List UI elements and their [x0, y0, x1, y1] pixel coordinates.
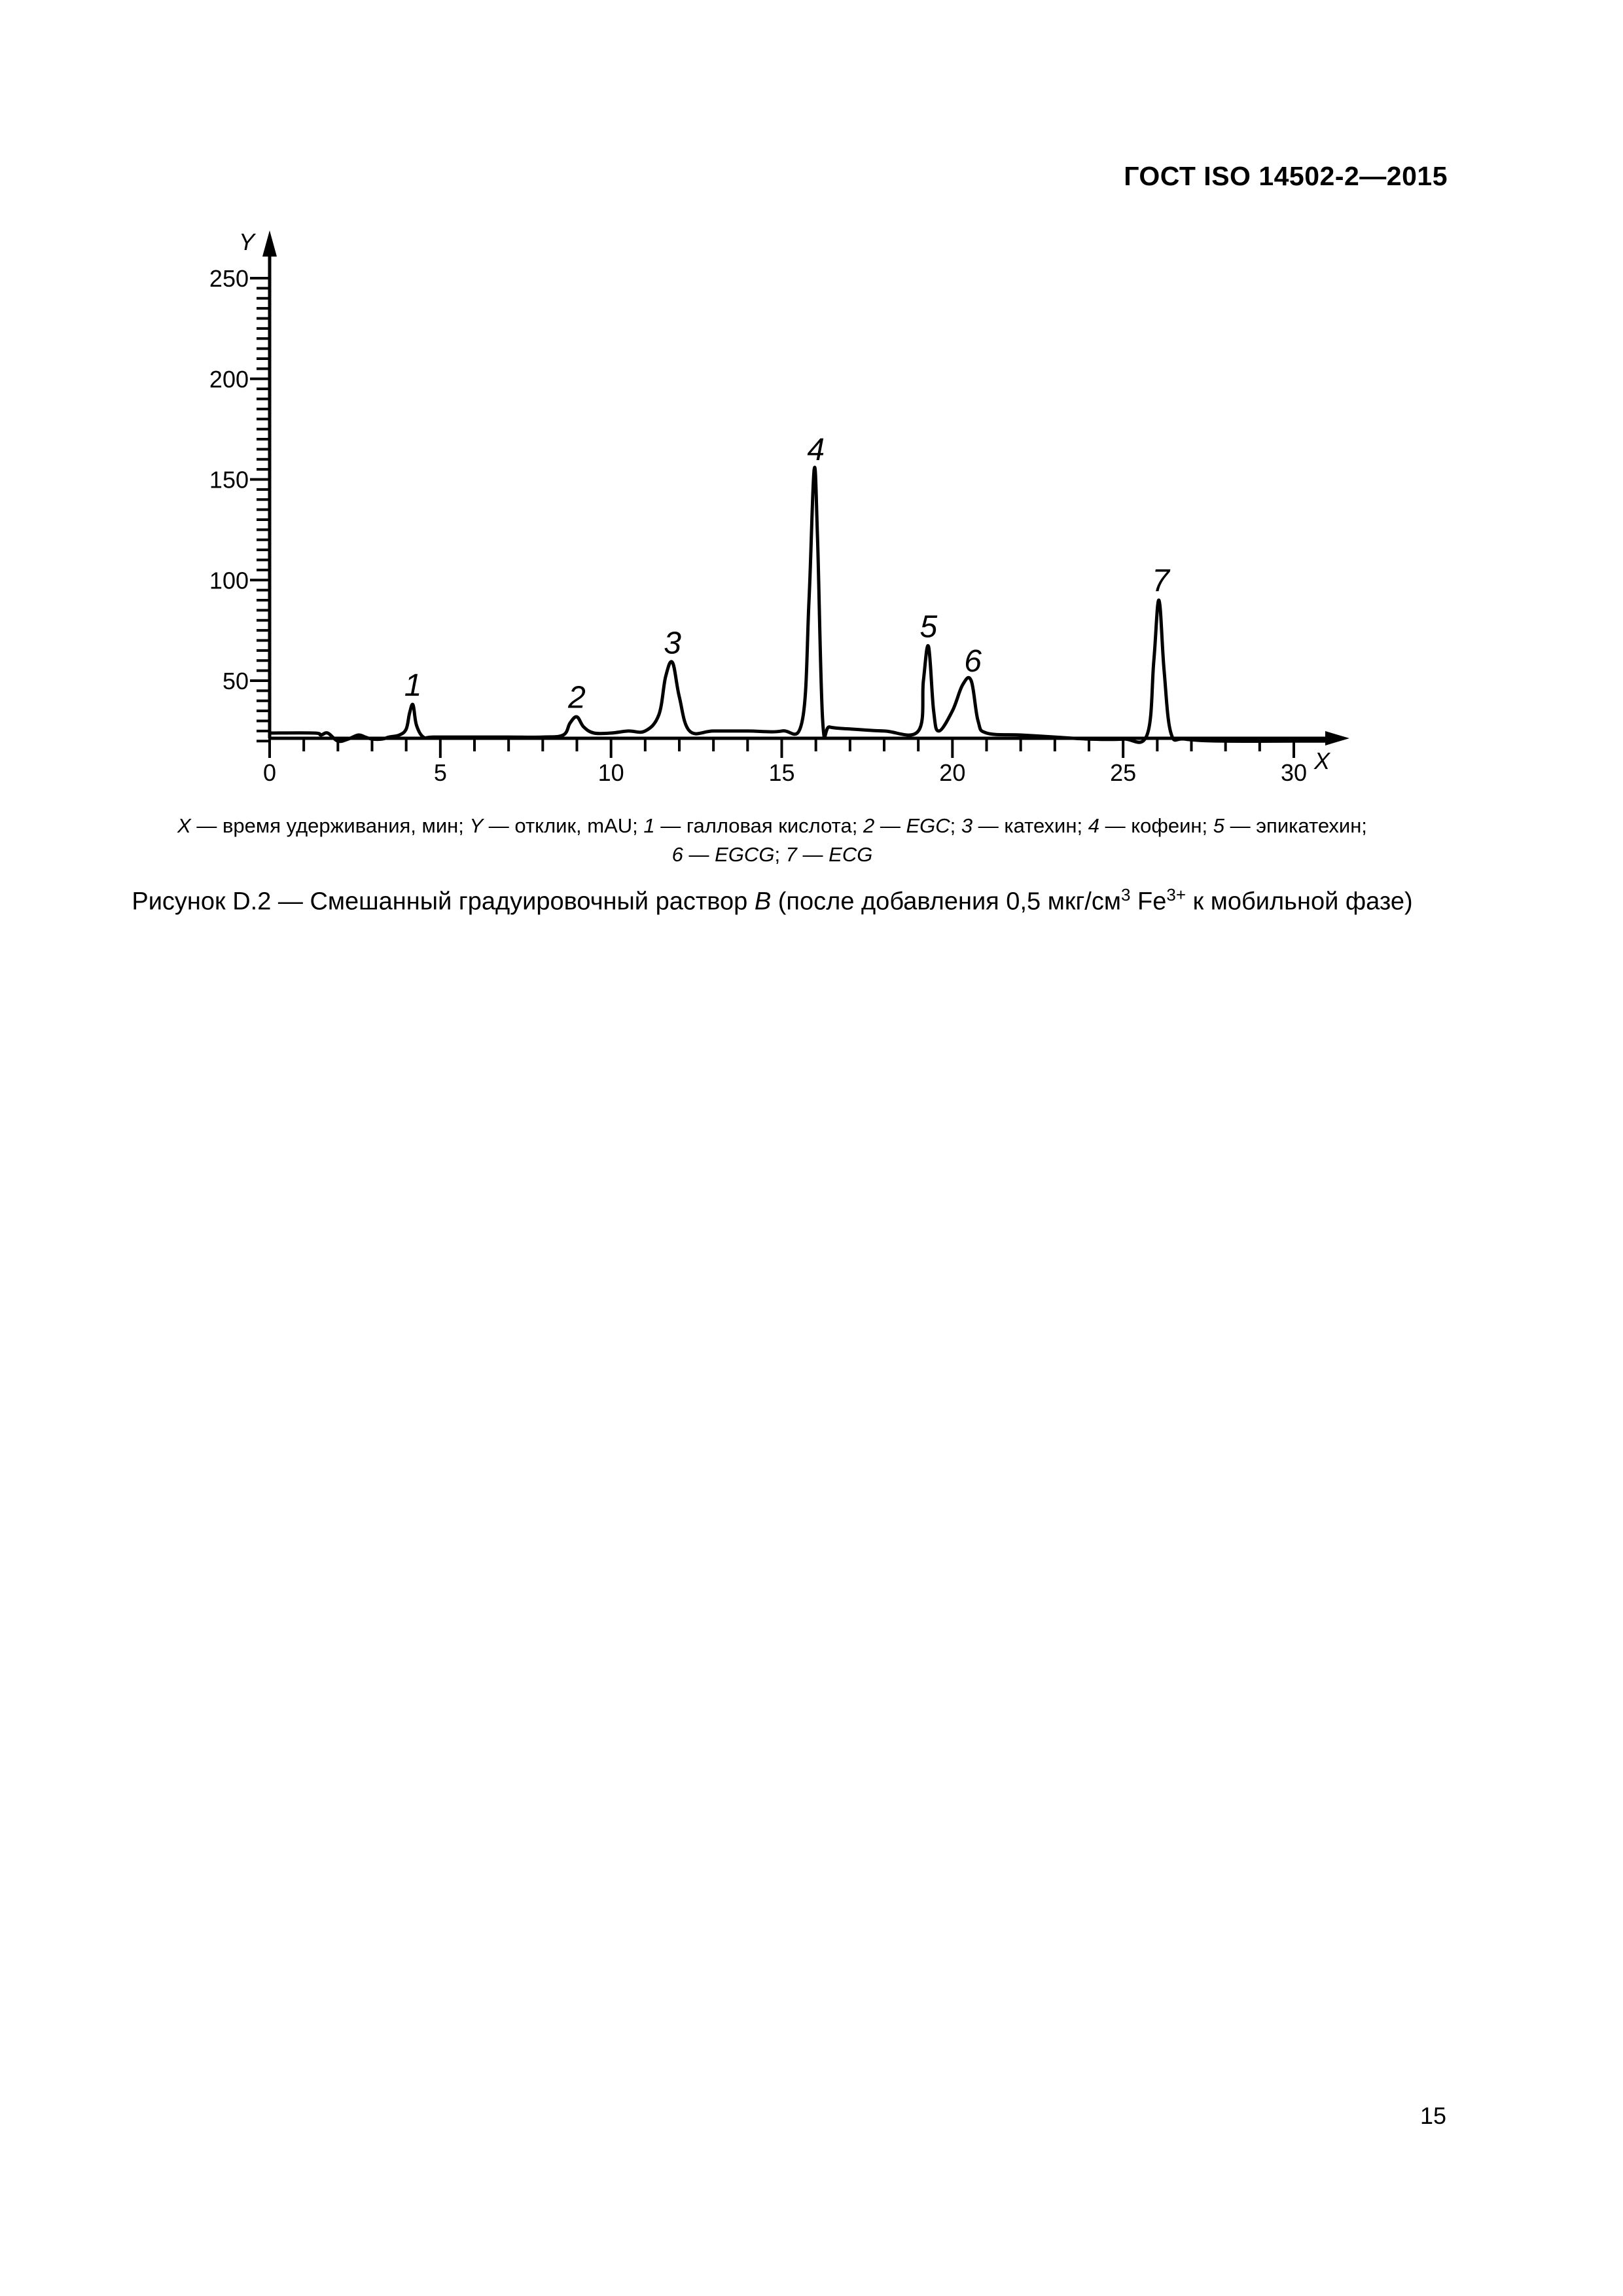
name-2: EGC — [906, 814, 950, 837]
desc-1: — галловая кислота; — [654, 814, 863, 837]
y-description: — отклик, mAU; — [483, 814, 644, 837]
y-axis-label: Y — [239, 228, 255, 255]
sep-6: ; — [774, 843, 786, 866]
y-symbol: Y — [469, 814, 484, 837]
figure-title-part1: Рисунок D.2 — Смешанный градуировочный раствор — [132, 888, 755, 916]
y-tick-label: 250 — [209, 265, 249, 292]
dash-7: — — [796, 843, 829, 866]
x-axis-label: X — [1314, 747, 1330, 774]
figure-title-part3: Fe — [1130, 888, 1167, 916]
key-6: 6 — [671, 843, 683, 866]
figure-title-sup1: 3 — [1120, 885, 1131, 905]
dash-2: — — [874, 814, 906, 837]
chart-ticks — [209, 265, 1307, 786]
peak-label: 3 — [664, 626, 681, 661]
chromatogram-chart — [0, 0, 1623, 812]
x-tick-label: 25 — [1110, 759, 1137, 786]
peak-label: 7 — [1152, 564, 1169, 598]
figure-title — [98, 885, 1446, 916]
figure-title-part4: к мобильной фазе) — [1186, 888, 1413, 916]
figure-title-sup2: 3+ — [1166, 885, 1186, 905]
y-axis-arrow — [262, 230, 277, 257]
figure-legend — [98, 812, 1446, 869]
key-7: 7 — [785, 843, 797, 866]
figure-title-part2: (после добавления 0,5 мкг/см — [771, 888, 1121, 916]
x-tick-label: 10 — [597, 759, 624, 786]
x-axis-arrow — [1325, 731, 1349, 745]
chart-peak-labels — [404, 433, 1171, 715]
desc-5: — эпикатехин; — [1224, 814, 1367, 837]
x-tick-label: 30 — [1280, 759, 1308, 786]
dash-6: — — [683, 843, 715, 866]
peak-label: 2 — [568, 680, 586, 715]
x-symbol: X — [177, 814, 191, 837]
x-description: — время удерживания, мин; — [190, 814, 470, 837]
legend-line-2 — [98, 840, 1446, 869]
x-tick-label: 20 — [939, 759, 966, 786]
chromatogram-trace — [270, 467, 1328, 742]
x-tick-label: 5 — [433, 759, 447, 786]
legend-line-1 — [98, 812, 1446, 840]
chart-series — [270, 467, 1328, 742]
figure-title-var: B — [754, 888, 772, 916]
sep-2: ; — [950, 814, 961, 837]
y-tick-label: 100 — [209, 567, 249, 594]
page-number: 15 — [1419, 2102, 1446, 2129]
desc-3: — катехин; — [972, 814, 1088, 837]
name-7: ECG — [829, 843, 873, 866]
document-header: ГОСТ ISO 14502-2—2015 — [1124, 161, 1448, 191]
y-tick-label: 200 — [209, 365, 249, 393]
peak-label: 6 — [964, 644, 982, 679]
peak-label: 5 — [919, 609, 938, 645]
key-4: 4 — [1088, 814, 1099, 837]
name-6: EGCG — [715, 843, 775, 866]
peak-label: 1 — [404, 668, 422, 703]
key-2: 2 — [863, 814, 875, 837]
x-tick-label: 15 — [768, 759, 795, 786]
peak-label: 4 — [807, 433, 825, 468]
desc-4: — кофеин; — [1099, 814, 1213, 837]
key-1: 1 — [643, 814, 655, 837]
chromatogram-figure — [0, 0, 1623, 815]
key-3: 3 — [961, 814, 973, 837]
x-tick-label: 0 — [262, 759, 277, 786]
y-tick-label: 150 — [209, 466, 249, 493]
y-tick-label: 50 — [222, 668, 249, 694]
key-5: 5 — [1213, 814, 1225, 837]
